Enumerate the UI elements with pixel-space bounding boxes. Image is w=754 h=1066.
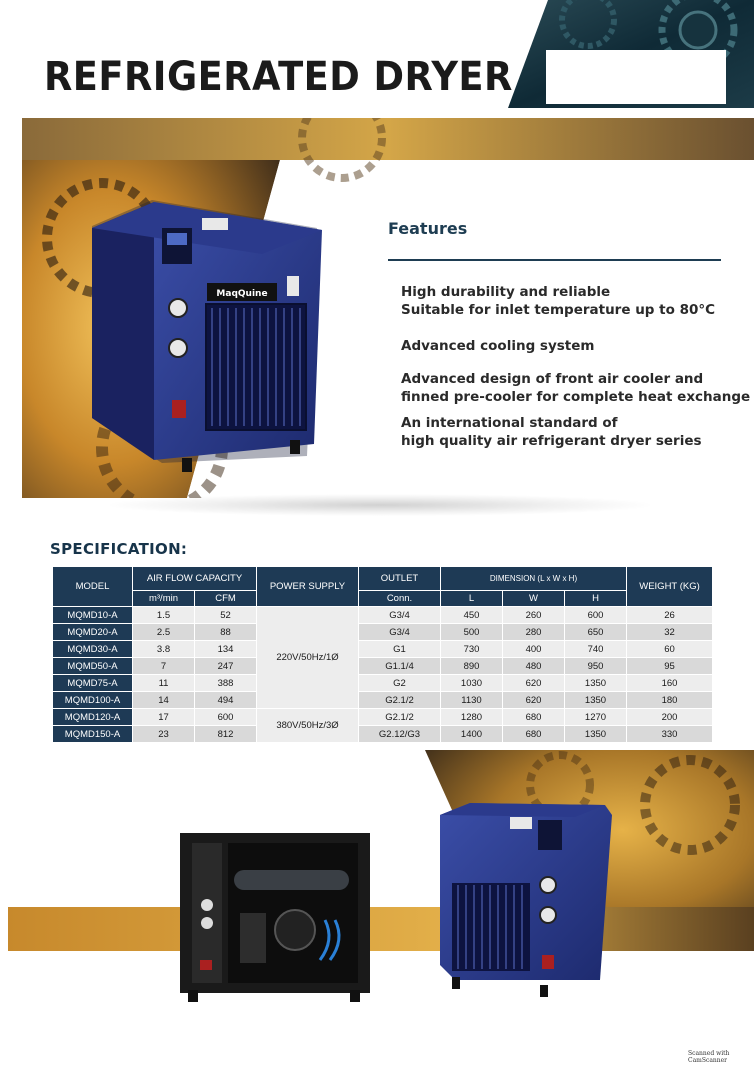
cell-cfm: 134 [195,641,257,658]
closed-dryer-photo [440,803,612,997]
specification-table [52,566,713,743]
cell-cfm: 52 [195,607,257,624]
cell-weight: 60 [627,641,713,658]
cell-l: 1400 [441,726,503,743]
table-row [53,692,713,709]
cell-outlet: G1.1/4 [359,658,441,675]
cell-w: 260 [503,607,565,624]
table-row [53,658,713,675]
cell-model: MQMD120-A [53,709,133,726]
cell-model: MQMD20-A [53,624,133,641]
scanner-watermark: Scanned with CamScanner [688,1050,730,1064]
cell-weight: 180 [627,692,713,709]
page-title: REFRIGERATED DRYER [44,54,513,100]
feature-line: Suitable for inlet temperature up to 80°C [401,301,716,318]
cell-h: 950 [565,658,627,675]
cell-model: MQMD150-A [53,726,133,743]
cell-cfm: 812 [195,726,257,743]
feature-item [401,371,750,406]
table-row [53,624,713,641]
cell-w: 480 [503,658,565,675]
feature-line: Advanced cooling system [401,338,595,354]
table-header-row [53,567,713,591]
col-header-model: MODEL [53,567,133,607]
cell-weight: 95 [627,658,713,675]
cell-m3: 17 [133,709,195,726]
cell-h: 1350 [565,692,627,709]
cell-l: 1030 [441,675,503,692]
feature-line: High durability and reliable [401,284,611,300]
cell-weight: 26 [627,607,713,624]
feature-line: Advanced design of front air cooler and [401,371,704,387]
cell-power-supply: 380V/50Hz/3Ø [257,709,359,743]
table-row [53,726,713,743]
cell-w: 280 [503,624,565,641]
col-header-power: POWER SUPPLY [257,567,359,607]
cell-cfm: 88 [195,624,257,641]
header-blank-panel [546,50,726,104]
feature-item [401,284,715,319]
cell-outlet: G3/4 [359,624,441,641]
cell-l: 1280 [441,709,503,726]
cell-m3: 7 [133,658,195,675]
cell-l: 1130 [441,692,503,709]
cell-model: MQMD30-A [53,641,133,658]
col-header-dimension: DIMENSION (L x W x H) [441,567,627,591]
cell-model: MQMD50-A [53,658,133,675]
cell-outlet: G1 [359,641,441,658]
cell-l: 450 [441,607,503,624]
cell-outlet: G2 [359,675,441,692]
col-header-l: L [441,591,503,607]
cell-l: 500 [441,624,503,641]
cell-outlet: G2.1/2 [359,709,441,726]
cell-weight: 200 [627,709,713,726]
cell-h: 1270 [565,709,627,726]
cell-m3: 11 [133,675,195,692]
open-dryer-photo [180,833,370,1002]
col-header-h: H [565,591,627,607]
cell-h: 600 [565,607,627,624]
cell-outlet: G3/4 [359,607,441,624]
cell-cfm: 247 [195,658,257,675]
cell-l: 890 [441,658,503,675]
cell-power-supply: 220V/50Hz/1Ø [257,607,359,709]
cell-w: 680 [503,709,565,726]
table-row [53,641,713,658]
col-header-outlet: OUTLET [359,567,441,591]
product-logo: MaqQuine [216,289,268,299]
cell-m3: 2.5 [133,624,195,641]
cell-cfm: 388 [195,675,257,692]
col-header-w: W [503,591,565,607]
cell-h: 650 [565,624,627,641]
cell-outlet: G2.1/2 [359,692,441,709]
cell-h: 1350 [565,675,627,692]
cell-w: 400 [503,641,565,658]
bottom-product-gallery [0,745,754,1015]
col-header-m3: m³/min [133,591,195,607]
specification-heading: SPECIFICATION: [50,540,188,558]
cell-outlet: G2.12/G3 [359,726,441,743]
cell-h: 740 [565,641,627,658]
table-row [53,607,713,624]
feature-line: An international standard of [401,415,618,431]
features-heading: Features [388,219,468,238]
cell-cfm: 600 [195,709,257,726]
cell-model: MQMD10-A [53,607,133,624]
cell-w: 620 [503,675,565,692]
col-header-air-flow: AIR FLOW CAPACITY [133,567,257,591]
table-subheader-row [53,591,713,607]
col-header-cfm: CFM [195,591,257,607]
table-row [53,709,713,726]
cell-model: MQMD100-A [53,692,133,709]
cell-weight: 32 [627,624,713,641]
banner-shadow [110,494,650,516]
cell-weight: 330 [627,726,713,743]
cell-model: MQMD75-A [53,675,133,692]
feature-item [401,338,594,356]
cell-m3: 3.8 [133,641,195,658]
feature-item [401,415,702,450]
cell-m3: 1.5 [133,607,195,624]
cell-cfm: 494 [195,692,257,709]
cell-w: 680 [503,726,565,743]
cell-l: 730 [441,641,503,658]
table-row [53,675,713,692]
col-header-conn: Conn. [359,591,441,607]
cell-m3: 23 [133,726,195,743]
features-divider [388,259,721,261]
cell-w: 620 [503,692,565,709]
feature-line: finned pre-cooler for complete heat exchange [401,388,751,405]
cell-m3: 14 [133,692,195,709]
col-header-weight: WEIGHT (KG) [627,567,713,607]
feature-line: high quality air refrigerant dryer series [401,432,702,449]
cell-weight: 160 [627,675,713,692]
cell-h: 1350 [565,726,627,743]
